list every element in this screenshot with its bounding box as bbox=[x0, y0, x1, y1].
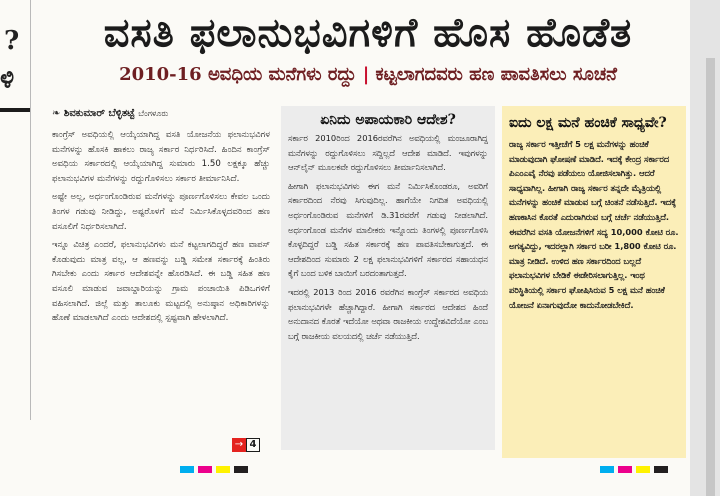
subheadline bbox=[48, 64, 688, 85]
continue-page-number: 4 bbox=[246, 438, 260, 452]
reg-mark-black bbox=[234, 466, 248, 473]
adjacent-rule bbox=[0, 108, 30, 112]
sidebar-paragraph-2: ಹೀಗಾಗಿ ಫಲಾನುಭವಿಗಳು ಈಗ ಮನೆ ನಿರ್ಮಿಸಿಕೊಂಡರೂ, ಅವರಿಗೆ ಸರ್ಕಾರದಿಂದ ನೆರವು ಸಿಗುವುದಿಲ್ಲ. ಹಾಗೆಯೇ ನಿಗದಿತ ಅವಧಿಯಲ್ಲಿ ಅರ್ಧಂಗೊಂಡಿರುವ ಮನೆಗಳಿಗೆ ಡಿ.31ರವರೆಗೆ ಗಡುವು ನೀಡಲಾಗಿದೆ. ಅರ್ಧಂಗೊಂಡ ಮನೆಗಳ ಮಾಲೀಕರು ಇನ್ನೊಂದು ತಿಂಗಳಲ್ಲಿ ಪೂರ್ಣಗೊಳಿಸಿ ಕೊಳ್ಳದಿದ್ದರೆ ಬಡ್ಡಿ ಸಹಿತ ಸರ್ಕಾರಕ್ಕೆ ಹಣ ಪಾವತಿಸಬೇಕಾಗುತ್ತದೆ. ಈ ಆದೇಶದಿಂದ ಸುಮಾರು 2 ಲಕ್ಷ ಫಲಾನುಭವಿಗಳಿಗೆ ಸರ್ಕಾರದ ಸಹಾಯಧನ ಕೈಗೆ ಬಂದ ಬಳಿಕ ಬಾಯಿಗೆ ಬರದಂತಾಗುತ್ತದೆ. bbox=[288, 180, 488, 279]
subheadline-part-2: ಕಟ್ಟಲಾಗದವರು ಹಣ ಪಾವತಿಸಲು ಸೂಚನೆ bbox=[375, 64, 617, 85]
adjacent-article-strip bbox=[0, 0, 31, 420]
byline-author: ಶಿವಕುಮಾರ್ ಬೆಳ್ಳಿತಟ್ಟೆ bbox=[63, 108, 135, 119]
registration-marks-left bbox=[180, 466, 248, 473]
scrollbar[interactable] bbox=[690, 0, 720, 496]
main-article-column bbox=[52, 128, 270, 330]
main-paragraph-3: ಇನ್ನೂ ವಿಚಿತ್ರ ಎಂದರೆ, ಫಲಾನುಭವಿಗಳು ಮನೆ ಕಟ್ಟಲಾಗದಿದ್ದರೆ ಹಣ ವಾಪಸ್ ಕೊಡುವುದು ಮಾತ್ರ ವಲ್ಲ, ಆ ಹಣವನ್ನು ಬಡ್ಡಿ ಸಮೇತ ಸರ್ಕಾರಕ್ಕೆ ಹಿಂತಿರು ಗಿಸಬೇಕು ಎಂದು ಸರ್ಕಾರ ಆದೇಶವನ್ನೇ ಹೊರಡಿಸಿದೆ. ಈ ಬಡ್ಡಿ ಸಹಿತ ಹಣ ವಸೂಲಿ ಮಾಡುವ ಜವಾಬ್ದಾರಿಯನ್ನು ಗ್ರಾಮ ಪಂಚಾಯಿತಿ ಪಿಡಿಒಗಳಿಗೆ ವಹಿಸಲಾಗಿದೆ. ಜಿಲ್ಲೆ ಮತ್ತು ತಾಲೂಕು ಮಟ್ಟದಲ್ಲಿ ಅನುಷ್ಠಾನ ಅಧಿಕಾರಿಗಳನ್ನು ಹೊಣೆ ಮಾಡಲಾಗಿದೆ ಎಂದು ಆದೇಶದಲ್ಲಿ ಸ್ಪಷ್ಟವಾಗಿ ಹೇಳಲಾಗಿದೆ. bbox=[52, 240, 270, 324]
sidebar-paragraph-1: ಸರ್ಕಾರ 2010ರಿಂದ 2016ರವರೆಗಿನ ಅವಧಿಯಲ್ಲಿ ಮಂಜೂರಾಗಿದ್ದ ಮನೆಗಳನ್ನು ರದ್ದುಗೊಳಿಸಲು ಸದ್ದಿಲ್ಲದೆ ಆದೇಶ ಮಾಡಿದೆ. ಇವುಗಳನ್ನು ಆನ್‌ಲೈನ್ ಮೂಲಕವೇ ರದ್ದುಗೊಳಿಸಲು ತೀರ್ಮಾನಿಸಲಾಗಿದೆ. bbox=[288, 133, 488, 173]
reg-mark-yellow bbox=[216, 466, 230, 473]
reg-mark-black bbox=[654, 466, 668, 473]
info-box-title: ಐದು ಲಕ್ಷ ಮನೆ ಹಂಚಿಕೆ ಸಾಧ್ಯವೇ? bbox=[509, 115, 667, 131]
continue-arrow-icon: → bbox=[232, 438, 246, 452]
sidebar-title: ಏನಿದು ಅಪಾಯಕಾರಿ ಆದೇಶ? bbox=[320, 112, 456, 128]
reg-mark-magenta bbox=[198, 466, 212, 473]
reg-mark-cyan bbox=[180, 466, 194, 473]
main-paragraph-1: ಕಾಂಗ್ರೆಸ್ ಅವಧಿಯಲ್ಲಿ ಆಯ್ಕೆಯಾಗಿದ್ದ ವಸತಿ ಯೋಜನೆಯ ಫಲಾನುಭವಿಗಳ ಮನೆಗಳನ್ನು ಹೊಸಕಿ ಹಾಕಲು ರಾಜ್ಯ ಸರ್ಕಾರ ನಿರ್ಧರಿಸಿದೆ. ಹಿಂದಿನ ಕಾಂಗ್ರೆಸ್ ಅವಧಿಯ ಸರ್ಕಾರದಲ್ಲಿ ಆಯ್ಕೆಯಾಗಿದ್ದ ಸುಮಾರು 1.50 ಲಕ್ಷಕ್ಕೂ ಹೆಚ್ಚು ಫಲಾನುಭವಿಗಳ ಮನೆಗಳನ್ನು ರದ್ದುಗೊಳಿಸಲು ಸರ್ಕಾರ ತೀರ್ಮಾನಿಸಿದೆ. bbox=[52, 130, 270, 184]
adjacent-question-mark: ? bbox=[4, 26, 20, 56]
byline-place: ಬೆಂಗಳೂರು bbox=[138, 109, 169, 118]
subheadline-separator: | bbox=[362, 64, 370, 85]
info-box-paragraph-1: ರಾಜ್ಯ ಸರ್ಕಾರ ಇತ್ತೀಚೆಗೆ 5 ಲಕ್ಷ ಮನೆಗಳನ್ನು ಹಂಚಿಕೆ ಮಾಡುವುದಾಗಿ ಘೋಷಣೆ ಮಾಡಿದೆ. ಇದಕ್ಕೆ ಕೇಂದ್ರ ಸರ್ಕಾರದ ಪಿಎಂಎವೈ ನೆರವು ಪಡೆಯಲು ಯೋಜಿಸಲಾಗಿತ್ತು. ಆದರೆ ಸಾಧ್ಯವಾಗಿಲ್ಲ. ಹೀಗಾಗಿ ರಾಜ್ಯ ಸರ್ಕಾರ ತನ್ನದೇ ಮೈತ್ರಿಯಲ್ಲಿ ಮನೆಗಳನ್ನು ಹಂಚಿಕೆ ಮಾಡುವ ಬಗ್ಗೆ ಚಿಂತನೆ ನಡೆಸುತ್ತಿದೆ. ಇದಕ್ಕೆ ಹಣಕಾಸಿನ ಕೊರತೆ ಎದುರಾಗಿರುವ ಬಗ್ಗೆ ಚರ್ಚೆ ನಡೆಯುತ್ತಿದೆ. ಈವರೆಗಿನ ವಸತಿ ಯೋಜನೆಗಳಿಗೆ ಸದ್ಯ 10,000 ಕೋಟಿ ರೂ. ಅಗತ್ಯವಿದ್ದು, ಇದರಲ್ಲಾಗಿ ಸರ್ಕಾರ ಬರೀ 1,800 ಕೋಟಿ ರೂ. ಮಾತ್ರ ನೀಡಿದೆ. ಉಳಿದ ಹಣ ಸರ್ಕಾರದಿಂದ ಬಲ್ಲದೆ ಫಲಾನುಭವಿಗಳ ಬೇಡಿಕೆ ಈಡೇರಿಸಲಾಗುತ್ತಿಲ್ಲ. ಇಂಥ ಪರಿಸ್ಥಿತಿಯಲ್ಲಿ ಸರ್ಕಾರ ಘೋಷಿಸಿರುವ 5 ಲಕ್ಷ ಮನೆ ಹಂಚಿಕೆ ಯೋಜನೆ ಏನಾಗುವುದೋ ಕಾದುನೋಡಬೇಕಿದೆ. bbox=[509, 139, 679, 310]
adjacent-headline-fragment: ಳಿ bbox=[0, 64, 15, 94]
info-box-five-lakh-houses bbox=[502, 106, 686, 458]
main-paragraph-2: ಅಷ್ಟೇ ಅಲ್ಲ, ಅರ್ಧಂಗೊಂಡಿರುವ ಮನೆಗಳನ್ನು ಪೂರ್ಣಗೊಳಿಸಲು ಕೇವಲ ಒಂದು ತಿಂಗಳ ಗಡುವು ನೀಡಿದ್ದು, ಅಷ್ಟರೊಳಗೆ ಮನೆ ನಿರ್ಮಿಸಿಕೊಳ್ಳದವರಿಂದ ಹಣ ವಸೂಲಿಗೆ ನಿರ್ಧರಿಸಲಾಗಿದೆ. bbox=[52, 192, 270, 232]
headline: ವಸತಿ ಫಲಾನುಭವಿಗಳಿಗೆ ಹೊಸ ಹೊಡೆತ bbox=[103, 10, 633, 56]
subheadline-part-1: 2010-16 ಅವಧಿಯ ಮನೆಗಳು ರದ್ದು bbox=[119, 64, 357, 85]
scrollbar-thumb[interactable] bbox=[706, 58, 715, 496]
reg-mark-yellow bbox=[636, 466, 650, 473]
byline bbox=[52, 108, 168, 119]
reg-mark-magenta bbox=[618, 466, 632, 473]
sidebar-box-order bbox=[281, 106, 495, 450]
byline-mark-icon: ❧ bbox=[52, 108, 61, 119]
continued-on-page-marker[interactable] bbox=[232, 438, 260, 452]
reg-mark-cyan bbox=[600, 466, 614, 473]
sidebar-paragraph-3: ಇದರಲ್ಲಿ 2013 ರಿಂದ 2016 ರವರೆಗಿನ ಕಾಂಗ್ರೆಸ್ ಸರ್ಕಾರದ ಅವಧಿಯ ಫಲಾನುಭವಿಗಳೇ ಹೆಚ್ಚಾಗಿದ್ದಾರೆ. ಹೀಗಾಗಿ ಸರ್ಕಾರದ ಆದೇಶದ ಹಿಂದೆ ಅನುದಾನದ ಕೊರತೆ ಇದೆಯೋ ಅಥವಾ ರಾಜಕೀಯ ಉದ್ದೇಶವಿದೆಯೋ ಎಂಬ ಬಗ್ಗೆ ರಾಜಕೀಯ ವಲಯದಲ್ಲಿ ಚರ್ಚೆ ನಡೆಯುತ್ತಿದೆ. bbox=[288, 286, 488, 341]
registration-marks-right bbox=[600, 466, 668, 473]
